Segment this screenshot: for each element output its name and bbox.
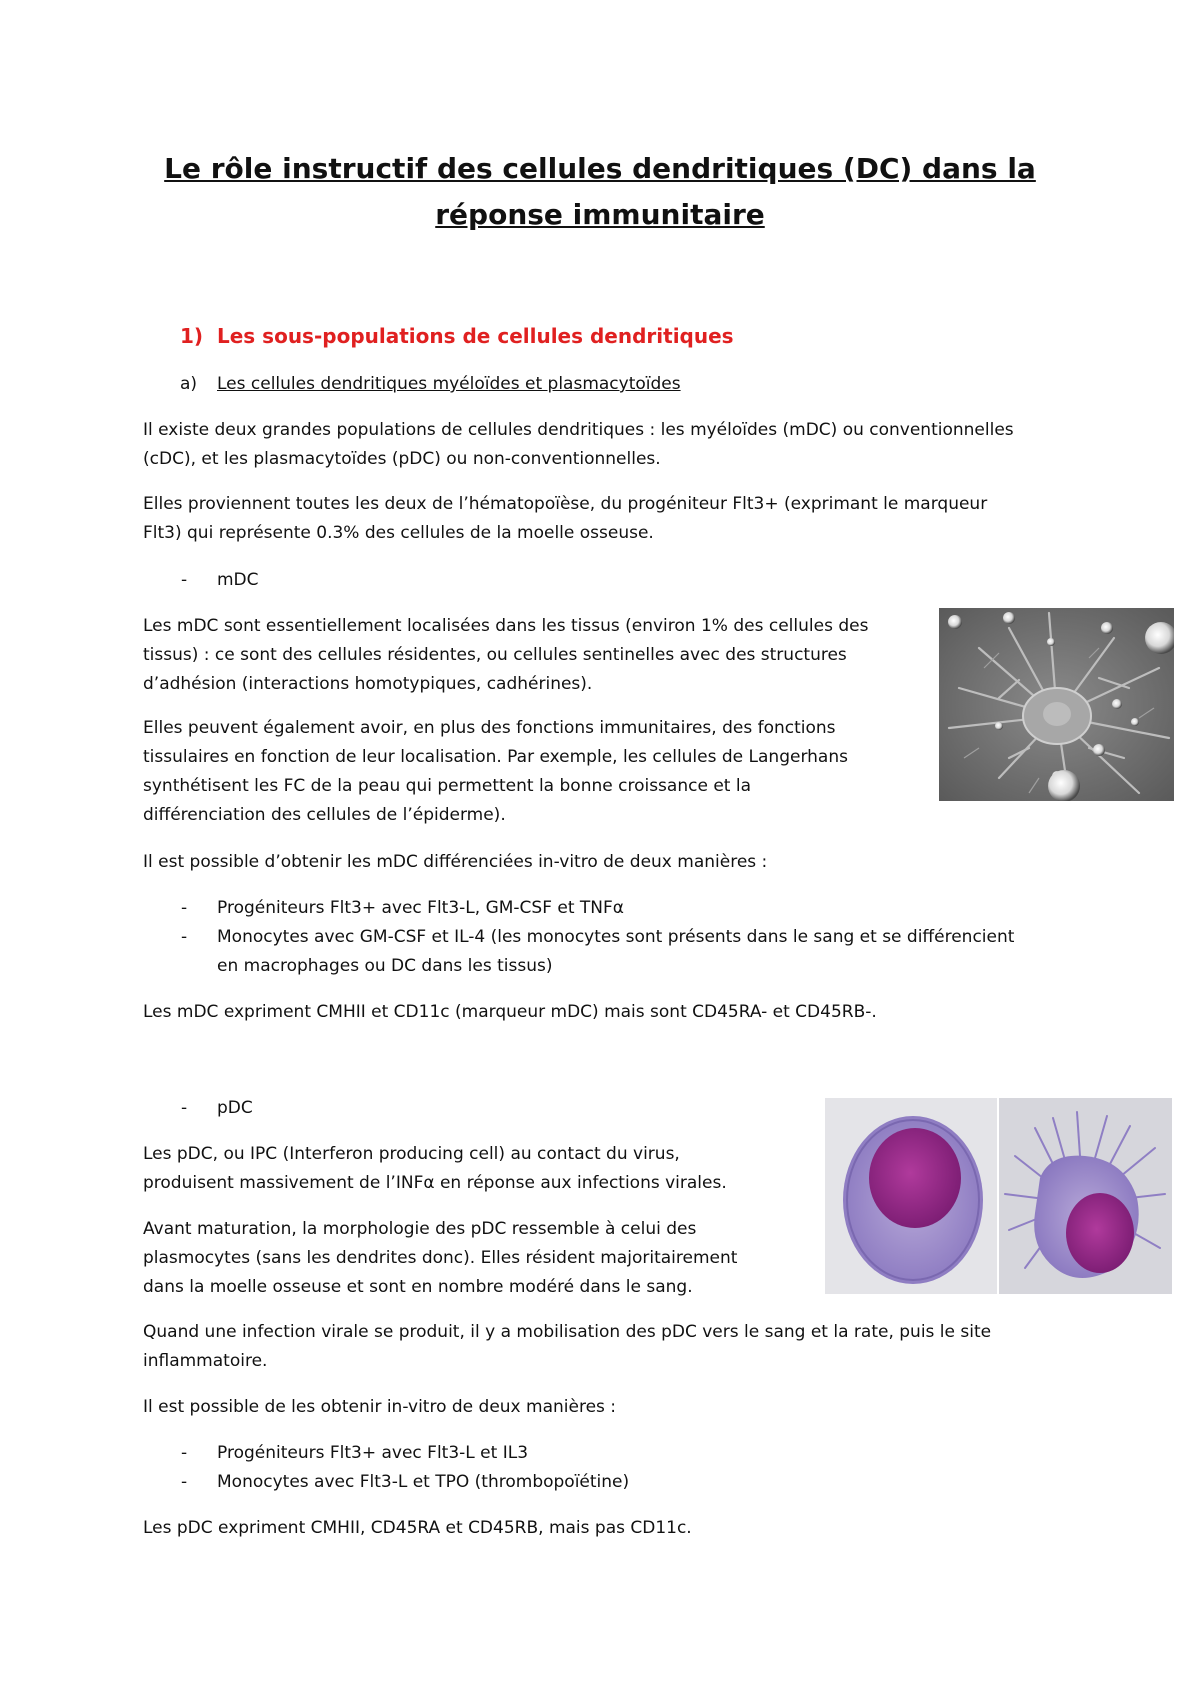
- paragraph-line: (cDC), et les plasmacytoïdes (pDC) ou non-conventionnelles.: [143, 449, 661, 469]
- list-item-text: en macrophages ou DC dans les tissus): [217, 956, 553, 976]
- paragraph-line: Quand une infection virale se produit, il y a mobilisation des pDC vers le sang et la rate, puis le site: [143, 1322, 992, 1342]
- bullet-dash: -: [181, 570, 188, 590]
- title-line-2: réponse immunitaire: [435, 198, 765, 231]
- paragraph-line: synthétisent les FC de la peau qui permettent la bonne croissance et la: [143, 776, 751, 796]
- paragraph-line: Elles proviennent toutes les deux de l’hématopoïèse, du progéniteur Flt3+ (exprimant le marqueur: [143, 494, 988, 514]
- subsection-label: Les cellules dendritiques myéloïdes et plasmacytoïdes: [217, 374, 681, 394]
- pdc-micrograph-image: [825, 1098, 1172, 1294]
- paragraph-line: Les pDC, ou IPC (Interferon producing cell) au contact du virus,: [143, 1144, 680, 1164]
- section-heading: [180, 322, 734, 350]
- bullet-dash: -: [181, 1443, 188, 1463]
- list-item-text: Progéniteurs Flt3+ avec Flt3-L et IL3: [217, 1443, 529, 1463]
- paragraph-line: Il existe deux grandes populations de cellules dendritiques : les myéloïdes (mDC) ou conventionnelles: [143, 420, 1014, 440]
- bullet-dash: -: [181, 898, 188, 918]
- paragraph-line: tissulaires en fonction de leur localisation. Par exemple, les cellules de Langerhans: [143, 747, 848, 767]
- bullet-dash: -: [181, 927, 188, 947]
- paragraph-line: Les mDC expriment CMHII et CD11c (marqueur mDC) mais sont CD45RA- et CD45RB-.: [143, 1002, 877, 1022]
- paragraph-line: dans la moelle osseuse et sont en nombre modéré dans le sang.: [143, 1277, 693, 1297]
- page-title: [140, 146, 1060, 238]
- mdc-heading: mDC: [217, 570, 259, 590]
- section-number: 1): [180, 324, 204, 348]
- bullet-dash: -: [181, 1098, 188, 1118]
- paragraph-line: Les mDC sont essentiellement localisées dans les tissus (environ 1% des cellules des: [143, 616, 869, 636]
- list-item-text: Progéniteurs Flt3+ avec Flt3-L, GM-CSF et TNFα: [217, 898, 625, 918]
- paragraph-line: plasmocytes (sans les dendrites donc). Elles résident majoritairement: [143, 1248, 738, 1268]
- title-line-1: Le rôle instructif des cellules dendritiques (DC) dans la: [164, 152, 1036, 185]
- paragraph-line: d’adhésion (interactions homotypiques, cadhérines).: [143, 674, 593, 694]
- bullet-dash: -: [181, 1472, 188, 1492]
- pdc-heading: pDC: [217, 1098, 253, 1118]
- mdc-micrograph-image: [939, 608, 1174, 801]
- paragraph-line: inflammatoire.: [143, 1351, 268, 1371]
- paragraph-line: Les pDC expriment CMHII, CD45RA et CD45RB, mais pas CD11c.: [143, 1518, 692, 1538]
- subsection-number: a): [180, 374, 198, 394]
- paragraph-line: Flt3) qui représente 0.3% des cellules de la moelle osseuse.: [143, 523, 654, 543]
- paragraph-line: Elles peuvent également avoir, en plus des fonctions immunitaires, des fonctions: [143, 718, 836, 738]
- section-label: Les sous-populations de cellules dendritiques: [217, 324, 734, 348]
- paragraph-line: différenciation des cellules de l’épiderme).: [143, 805, 506, 825]
- paragraph-line: Avant maturation, la morphologie des pDC ressemble à celui des: [143, 1219, 697, 1239]
- subsection-heading: [180, 372, 681, 396]
- list-item-text: Monocytes avec Flt3-L et TPO (thrombopoïétine): [217, 1472, 630, 1492]
- paragraph-line: Il est possible d’obtenir les mDC différenciées in-vitro de deux manières :: [143, 852, 768, 872]
- paragraph-line: Il est possible de les obtenir in-vitro de deux manières :: [143, 1397, 617, 1417]
- paragraph-line: produisent massivement de l’INFα en réponse aux infections virales.: [143, 1173, 727, 1193]
- list-item-text: Monocytes avec GM-CSF et IL-4 (les monocytes sont présents dans le sang et se différencient: [217, 927, 1015, 947]
- paragraph-line: tissus) : ce sont des cellules résidentes, ou cellules sentinelles avec des structures: [143, 645, 847, 665]
